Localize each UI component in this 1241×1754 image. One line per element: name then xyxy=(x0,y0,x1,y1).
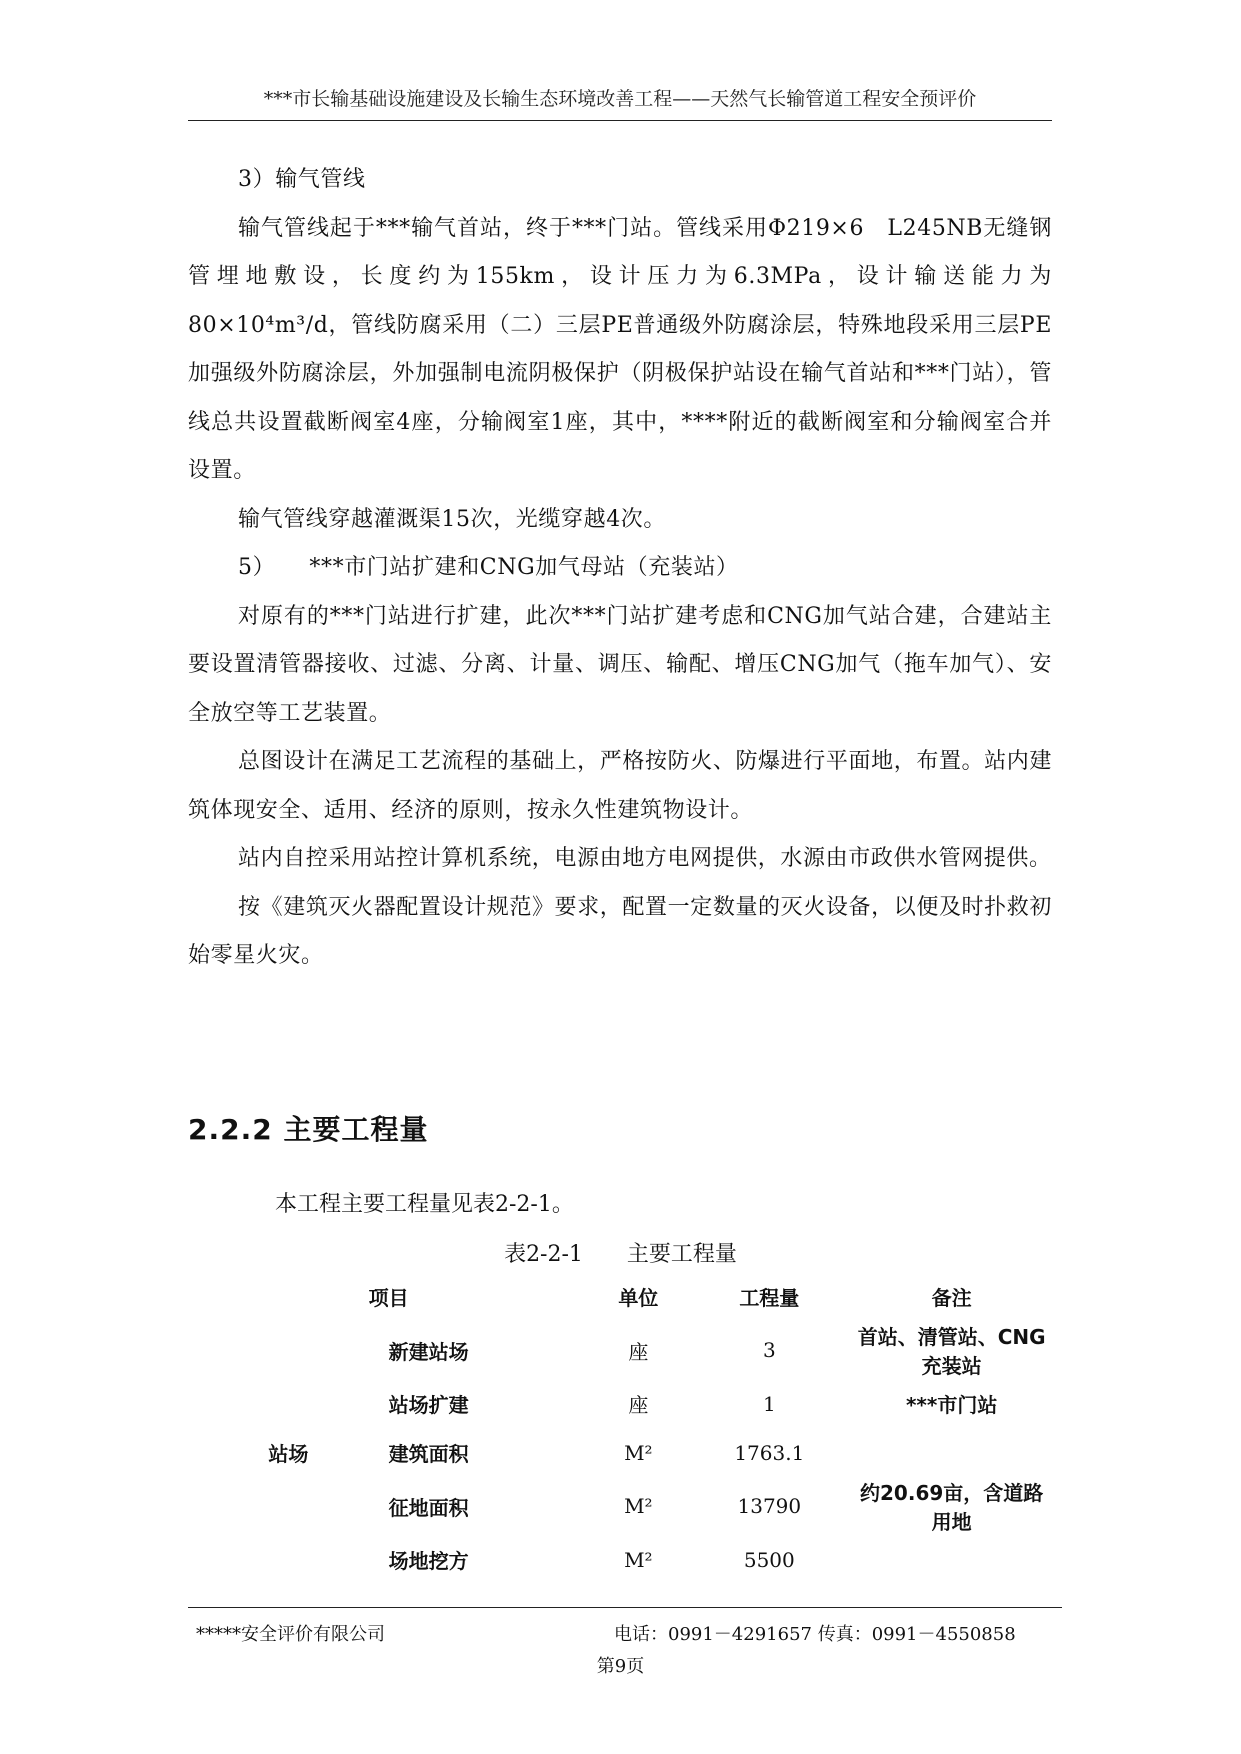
footer-divider xyxy=(188,1607,1062,1608)
quantities-table xyxy=(188,1272,1052,1584)
quantity-cell: 1763.1 xyxy=(734,1440,805,1465)
page-number: 第9页 xyxy=(596,1656,645,1677)
quantity-cell: 13790 xyxy=(737,1494,802,1518)
quantity-cell: 3 xyxy=(762,1338,776,1362)
category-cell: 站场 xyxy=(268,1442,309,1466)
body-text xyxy=(188,156,1052,981)
paragraph-crossings: 输气管线穿越灌溉渠15次，光缆穿越4次。 xyxy=(238,506,666,532)
paragraph-station-expansion: 对原有的***门站进行扩建，此次***门站扩建考虑和CNG加气站合建，合建站主要设置清管器接收、过滤、分离、计量、调压、输配、增压CNG加气（拖车加气）、安全放空等工艺装置。 xyxy=(188,603,1052,726)
paragraph-fire-equipment: 按《建筑灭火器配置设计规范》要求，配置一定数量的灭火设备，以便及时扑救初始零星火灾。 xyxy=(188,894,1052,968)
footer-contact: 电话：0991－4291657 传真：0991－4550858 xyxy=(614,1624,1016,1645)
paragraph-control-system: 站内自控采用站控计算机系统，电源由地方电网提供，水源由市政供水管网提供。 xyxy=(238,846,1052,871)
note-cell xyxy=(851,1535,1052,1584)
unit-cell: 座 xyxy=(628,1339,649,1364)
item-cell: 新建站场 xyxy=(388,1339,469,1364)
section-title: 2.2.2 主要工程量 xyxy=(188,1113,429,1146)
header-note: 备注 xyxy=(931,1286,972,1310)
note-cell: 首站、清管站、CNG充装站 xyxy=(857,1325,1046,1378)
table-caption xyxy=(0,1237,1241,1268)
quantity-cell: 1 xyxy=(762,1391,776,1416)
unit-cell: M² xyxy=(624,1547,653,1572)
item-cell: 征地面积 xyxy=(388,1495,469,1520)
table-row xyxy=(188,1321,1052,1379)
unit-cell: M² xyxy=(624,1440,653,1465)
header-unit: 单位 xyxy=(618,1286,659,1310)
item-cell: 站场扩建 xyxy=(388,1393,469,1417)
note-cell xyxy=(851,1428,1052,1477)
table-caption-title: 主要工程量 xyxy=(626,1242,737,1267)
quantity-cell: 5500 xyxy=(743,1547,795,1572)
item-cell: 场地挖方 xyxy=(388,1549,469,1573)
note-cell: ***市门站 xyxy=(905,1393,998,1417)
table-caption-number: 表2-2-1 xyxy=(504,1242,583,1267)
unit-cell: M² xyxy=(624,1494,653,1518)
subsection-heading-pipeline: 3）输气管线 xyxy=(238,167,366,192)
unit-cell: 座 xyxy=(628,1393,649,1417)
item-cell: 建筑面积 xyxy=(388,1442,469,1466)
paragraph-general-layout: 总图设计在满足工艺流程的基础上，严格按防火、防爆进行平面地，布置。站内建筑体现安全、适用、经济的原则，按永久性建筑物设计。 xyxy=(188,749,1052,823)
table-header-row xyxy=(188,1272,1052,1321)
paragraph-pipeline-description: 输气管线起于***输气首站，终于***门站。管线采用Φ219×6 L245NB无缝钢管埋地敷设，长度约为155km，设计压力为6.3MPa，设计输送能力为80×10⁴m³/d，管线防腐采用（二）三层PE普通级外防腐涂层，特殊地段采用三层PE加强级外防腐涂层，外加强制电流阴极保护（阴极保护站设在输气首站和***门站），管线总共设置截断阀室4座，分输阀室1座，其中，****附近的截断阀室和分输阀室合并设置。 xyxy=(188,215,1052,483)
note-cell: 约20.69亩，含道路用地 xyxy=(860,1481,1044,1534)
header-divider xyxy=(188,120,1052,121)
subsection-heading-city-station: 5） ***市门站扩建和CNG加气母站（充装站） xyxy=(238,555,739,580)
section-intro: 本工程主要工程量见表2-2-1。 xyxy=(275,1192,574,1217)
running-header: ***市长输基础设施建设及长输生态环境改善工程——天然气长输管道工程安全预评价 xyxy=(263,88,977,110)
header-item: 项目 xyxy=(368,1286,409,1310)
footer-company: *****安全评价有限公司 xyxy=(196,1624,385,1645)
header-quantity: 工程量 xyxy=(739,1286,800,1310)
